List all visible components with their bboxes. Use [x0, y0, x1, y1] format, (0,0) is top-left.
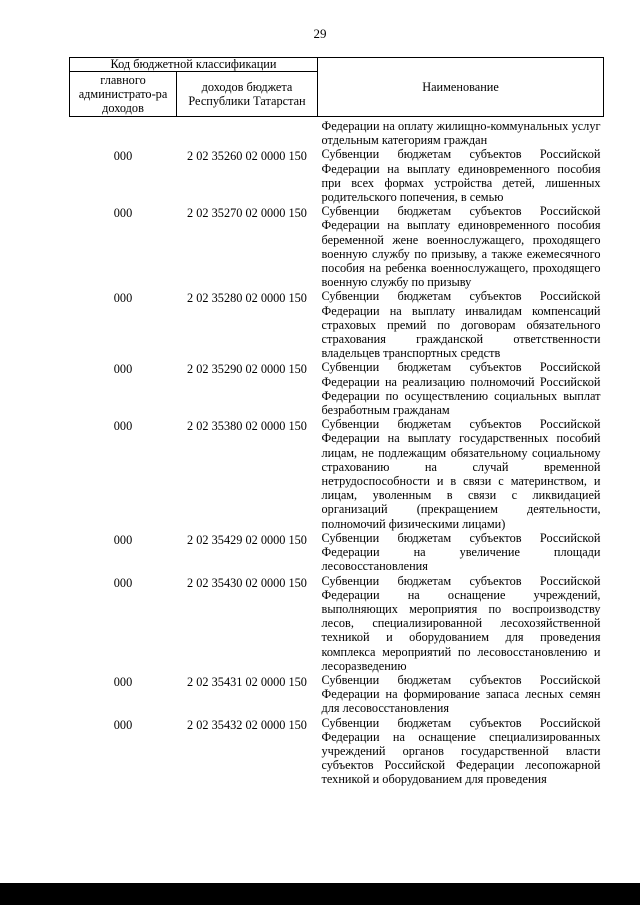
revenue-code-cell: 2 02 35290 02 0000 150 [187, 362, 307, 377]
name-cell: Субвенции бюджетам субъектов Российской Федерации на оснащение специализированных учреждений органов государственной власти субъектов Российской Федерации лесопожарной техникой и оборудованием для проведения [321, 715, 601, 787]
table-row-continuation [70, 117, 604, 148]
revenue-code-cell: 2 02 35270 02 0000 150 [187, 206, 307, 221]
revenue-code-cell: 2 02 35431 02 0000 150 [187, 674, 307, 689]
scan-bottom-edge [0, 883, 640, 905]
revenue-code-cell: 2 02 35432 02 0000 150 [187, 717, 307, 732]
name-cell: Субвенции бюджетам субъектов Российской Федерации на выплату государственных пособий лицам, не подлежащим обязательному социальному страхованию на случай временной нетрудоспособности и в связи с материнством, и лицам, уволенным в связи с ликвидацией организаций (прекращением деятельности, полномочий физическими лицами) [321, 417, 601, 531]
admin-code-cell: 000 [113, 291, 133, 306]
header-admin-code: главного администрато-ра доходов [70, 72, 177, 117]
table-row [70, 147, 604, 204]
revenue-code-cell: 2 02 35380 02 0000 150 [187, 419, 307, 434]
table-row [70, 289, 604, 360]
header-revenue-code: доходов бюджета Республики Татарстан [177, 72, 318, 117]
admin-code-cell: 000 [113, 419, 133, 434]
name-cell: Субвенции бюджетам субъектов Российской Федерации на реализацию полномочий Российской Федерации по осуществлению социальных выплат безработным гражданам [321, 360, 601, 418]
admin-code-cell: 000 [113, 206, 133, 221]
name-cell: Субвенции бюджетам субъектов Российской Федерации на формирование запаса лесных семян для лесовосстановления [321, 672, 601, 716]
revenue-code-cell: 2 02 35260 02 0000 150 [187, 149, 307, 164]
revenue-code-cell: 2 02 35280 02 0000 150 [187, 291, 307, 306]
revenue-code-cell: 2 02 35430 02 0000 150 [187, 575, 307, 590]
admin-code-cell: 000 [113, 674, 133, 689]
table-row [70, 360, 604, 417]
budget-classification-table [69, 57, 604, 787]
revenue-code-cell: 2 02 35429 02 0000 150 [187, 532, 307, 547]
header-name: Наименование [318, 58, 604, 117]
admin-code-cell: 000 [113, 575, 133, 590]
name-cell: Субвенции бюджетам субъектов Российской Федерации на оснащение учреждений, выполняющих мероприятия по воспроизводству лесов, специализированной лесохозяйственной техникой и оборудованием для проведения комплекса мероприятий по лесовосстановлению и лесоразведению [321, 573, 601, 673]
name-cell: Субвенции бюджетам субъектов Российской Федерации на выплату единовременного пособия беременной жене военнослужащего, проходящего военную службу по призыву, а также ежемесячного пособия на ребенка военнослужащего, проходящего военную службу по призыву [321, 204, 601, 290]
name-cell: Федерации на оплату жилищно-коммунальных услуг отдельным категориям граждан [321, 119, 601, 148]
code-cell [177, 117, 318, 148]
table-row [70, 716, 604, 787]
admin-code-cell: 000 [113, 362, 133, 377]
table-row [70, 673, 604, 716]
admin-code-cell: 000 [113, 149, 133, 164]
name-cell: Субвенции бюджетам субъектов Российской Федерации на увеличение площади лесовосстановления [321, 530, 601, 574]
table-body [70, 117, 604, 787]
table-row [70, 204, 604, 289]
table-row [70, 574, 604, 673]
header-budget-code-group: Код бюджетной классификации [70, 58, 318, 72]
table-row [70, 417, 604, 531]
admin-code-cell: 000 [113, 717, 133, 732]
name-cell: Субвенции бюджетам субъектов Российской Федерации на выплату единовременного пособия при всех формах устройства детей, лишенных родительского попечения, в семью [321, 147, 601, 205]
admin-code-cell: 000 [113, 532, 133, 547]
admin-cell [70, 117, 177, 148]
table-row [70, 531, 604, 574]
name-cell: Субвенции бюджетам субъектов Российской Федерации на выплату инвалидам компенсаций страховых премий по договорам обязательного страхования гражданской ответственности владельцев транспортных средств [321, 289, 601, 361]
page-number: 29 [313, 26, 327, 41]
